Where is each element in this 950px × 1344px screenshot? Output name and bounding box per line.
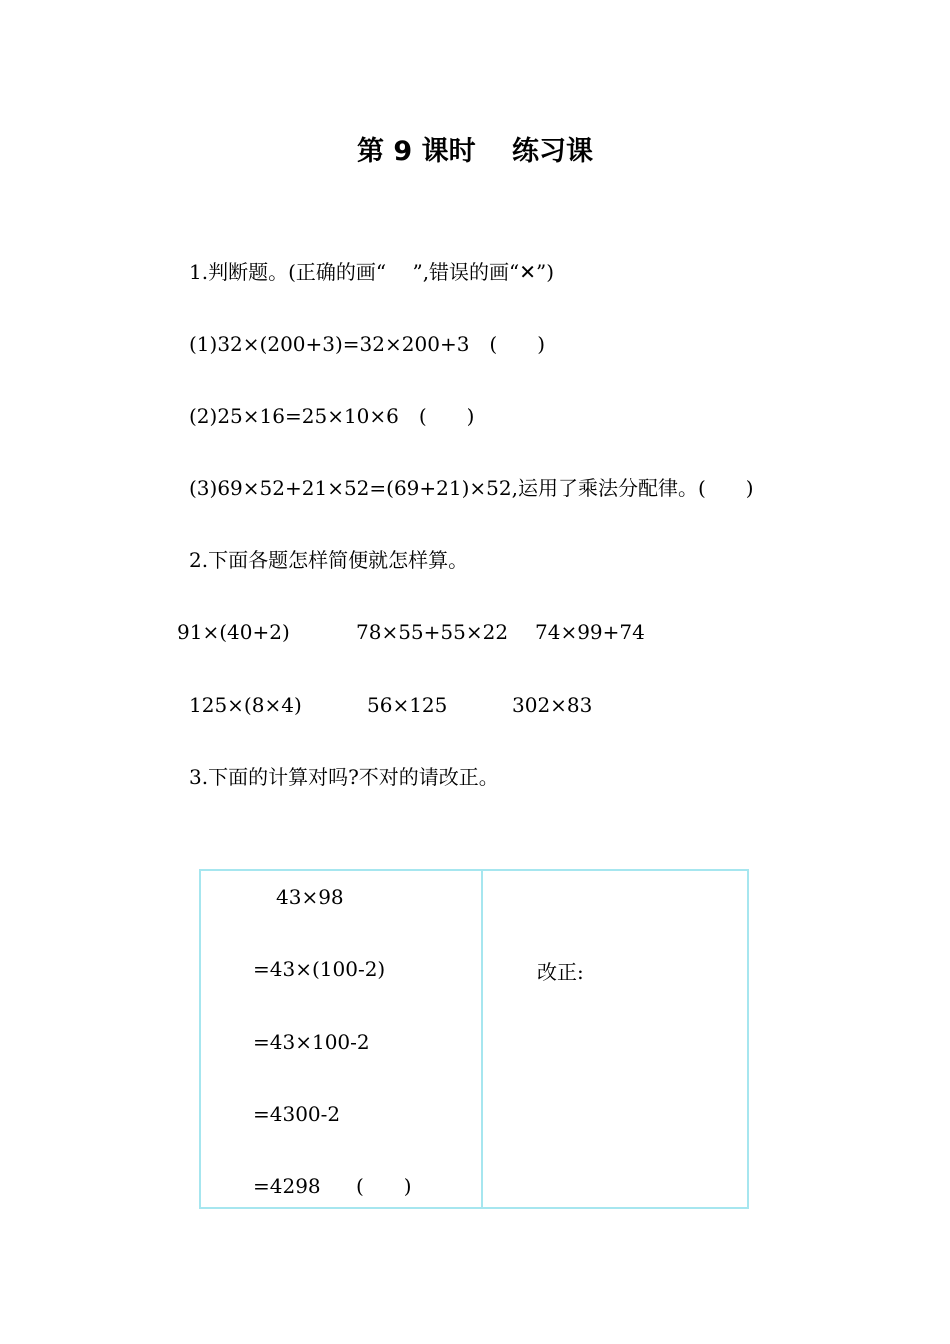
q2-problem-5: 56×125: [367, 693, 448, 717]
q1-item-1: (1)32×(200+3)=32×200+3 ( ): [189, 332, 546, 356]
q1-item-2: (2)25×16=25×10×6 ( ): [189, 404, 475, 428]
q3-calc-line-3: =43×100-2: [253, 1030, 370, 1054]
q3-calc-line-4: =4300-2: [253, 1102, 341, 1126]
page-title: 第 9 课时 练习课: [357, 136, 593, 167]
q1-heading: 1.判断题。(正确的画“ ”,错误的画“✕”): [189, 260, 555, 284]
q3-calc-line-2: =43×(100-2): [253, 957, 386, 981]
q3-answer-paren[interactable]: ( ): [356, 1174, 412, 1198]
q2-problem-2: 78×55+55×22: [356, 620, 509, 644]
q2-problem-6: 302×83: [512, 693, 593, 717]
q3-heading: 3.下面的计算对吗?不对的请改正。: [189, 765, 499, 789]
q3-calc-line-1: 43×98: [276, 885, 344, 909]
q1-item-3: (3)69×52+21×52=(69+21)×52,运用了乘法分配律。( ): [189, 476, 754, 500]
q2-problem-4: 125×(8×4): [189, 693, 302, 717]
q3-table-divider: [481, 869, 483, 1209]
q2-problem-1: 91×(40+2): [177, 620, 290, 644]
q2-problem-3: 74×99+74: [535, 620, 645, 644]
q3-correction-label: 改正:: [537, 960, 584, 984]
q3-calc-line-5: =4298: [253, 1174, 321, 1198]
q2-heading: 2.下面各题怎样简便就怎样算。: [189, 548, 469, 572]
